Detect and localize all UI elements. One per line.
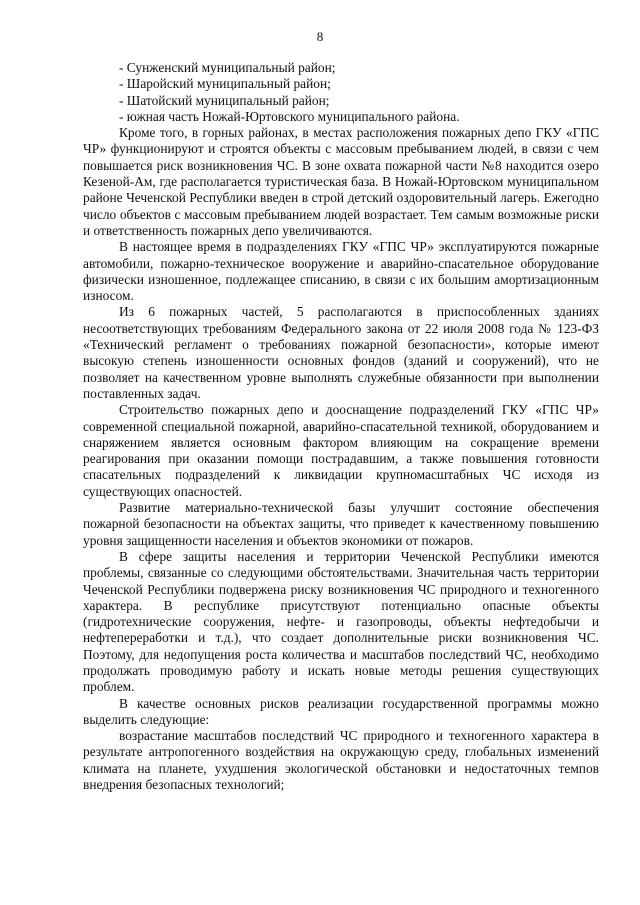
district-list-item: - Шаройский муниципальный район; [119, 76, 331, 92]
paragraph-risk-item: возрастание масштабов последствий ЧС природного и техногенного характера в результате антропогенного воздействия на окружающую среду, глобальных изменений климата на планете, ухудшения экологической обстановки и недостаточных темпов внедрения безопасных технологий; [83, 728, 599, 793]
paragraph-fire-stations-buildings: Из 6 пожарных частей, 5 располагаются в приспособленных зданиях несоответствующих требованиям Федерального закона от 22 июля 2008 года № 123-ФЗ «Технический регламент о требованиях пожарной безопасности», которые имеют высокую степень изношенности основных фондов (зданий и сооружений), что не позволяет на качественном уровне выполнять служебные обязанности при выполнении поставленных задач. [83, 304, 599, 401]
paragraph-mountain-districts: Кроме того, в горных районах, в местах расположения пожарных депо ГКУ «ГПС ЧР» функционируют и строятся объекты с массовым пребыванием людей, в связи с чем повышается риск возникновения ЧС. В зоне охвата пожарной части №8 находится озеро Кезеной-Ам, где располагается туристическая база. В Ножай-Юртовском муниципальном районе Чеченской Республики введен в строй детский оздоровительный лагерь. Ежегодно число объектов с массовым пребыванием людей возрастает. Тем самым возможные риски и ответственность пожарных депо увеличиваются. [83, 125, 599, 238]
paragraph-main-risks: В качестве основных рисков реализации государственной программы можно выделить следующие: [83, 695, 599, 727]
document-body [83, 60, 599, 793]
paragraph-construction: Строительство пожарных депо и дооснащение подразделений ГКУ «ГПС ЧР» современной специальной пожарной, аварийно-спасательной техникой, оборудованием и снаряжением является основным фактором влияющим на сокращение времени реагирования при оказании помощи пострадавшим, а также повышения готовности спасательных подразделений к ликвидации крупномасштабных ЧС исходя из существующих опасностей. [83, 402, 599, 499]
district-list-item: - Шатойский муниципальный район; [119, 92, 330, 108]
paragraph-material-base: Развитие материально-технической базы улучшит состояние обеспечения пожарной безопасности на объектах защиты, что приведет к качественному повышению уровня защищенности населения и объектов экономики от пожаров. [83, 500, 599, 548]
district-list-item: - южная часть Ножай-Юртовского муниципального района. [119, 108, 460, 124]
page-number: 8 [316, 29, 324, 44]
paragraph-equipment-wear: В настоящее время в подразделениях ГКУ «ГПС ЧР» эксплуатируются пожарные автомобили, пожарно-техническое вооружение и аварийно-спасательное оборудование физически изношенное, подлежащее списанию, в связи с их большим амортизационным износом. [83, 239, 599, 304]
paragraph-population-protection: В сфере защиты населения и территории Чеченской Республики имеются проблемы, связанные со следующими обстоятельствами. Значительная часть территории Чеченской Республики подвержена риску возникновения ЧС природного и техногенного характера. В республике присутствуют потенциально опасные объекты (гидротехнические сооружения, нефте- и газопроводы, объекты нефтедобычи и нефтепереработки и т.д.), что создает дополнительные риски возникновения ЧС. Поэтому, для недопущения роста количества и масштабов последствий ЧС, необходимо продолжать проводимую работу и искать новые методы решения существующих проблем. [83, 548, 599, 695]
district-list-item: - Сунженский муниципальный район; [119, 60, 336, 75]
